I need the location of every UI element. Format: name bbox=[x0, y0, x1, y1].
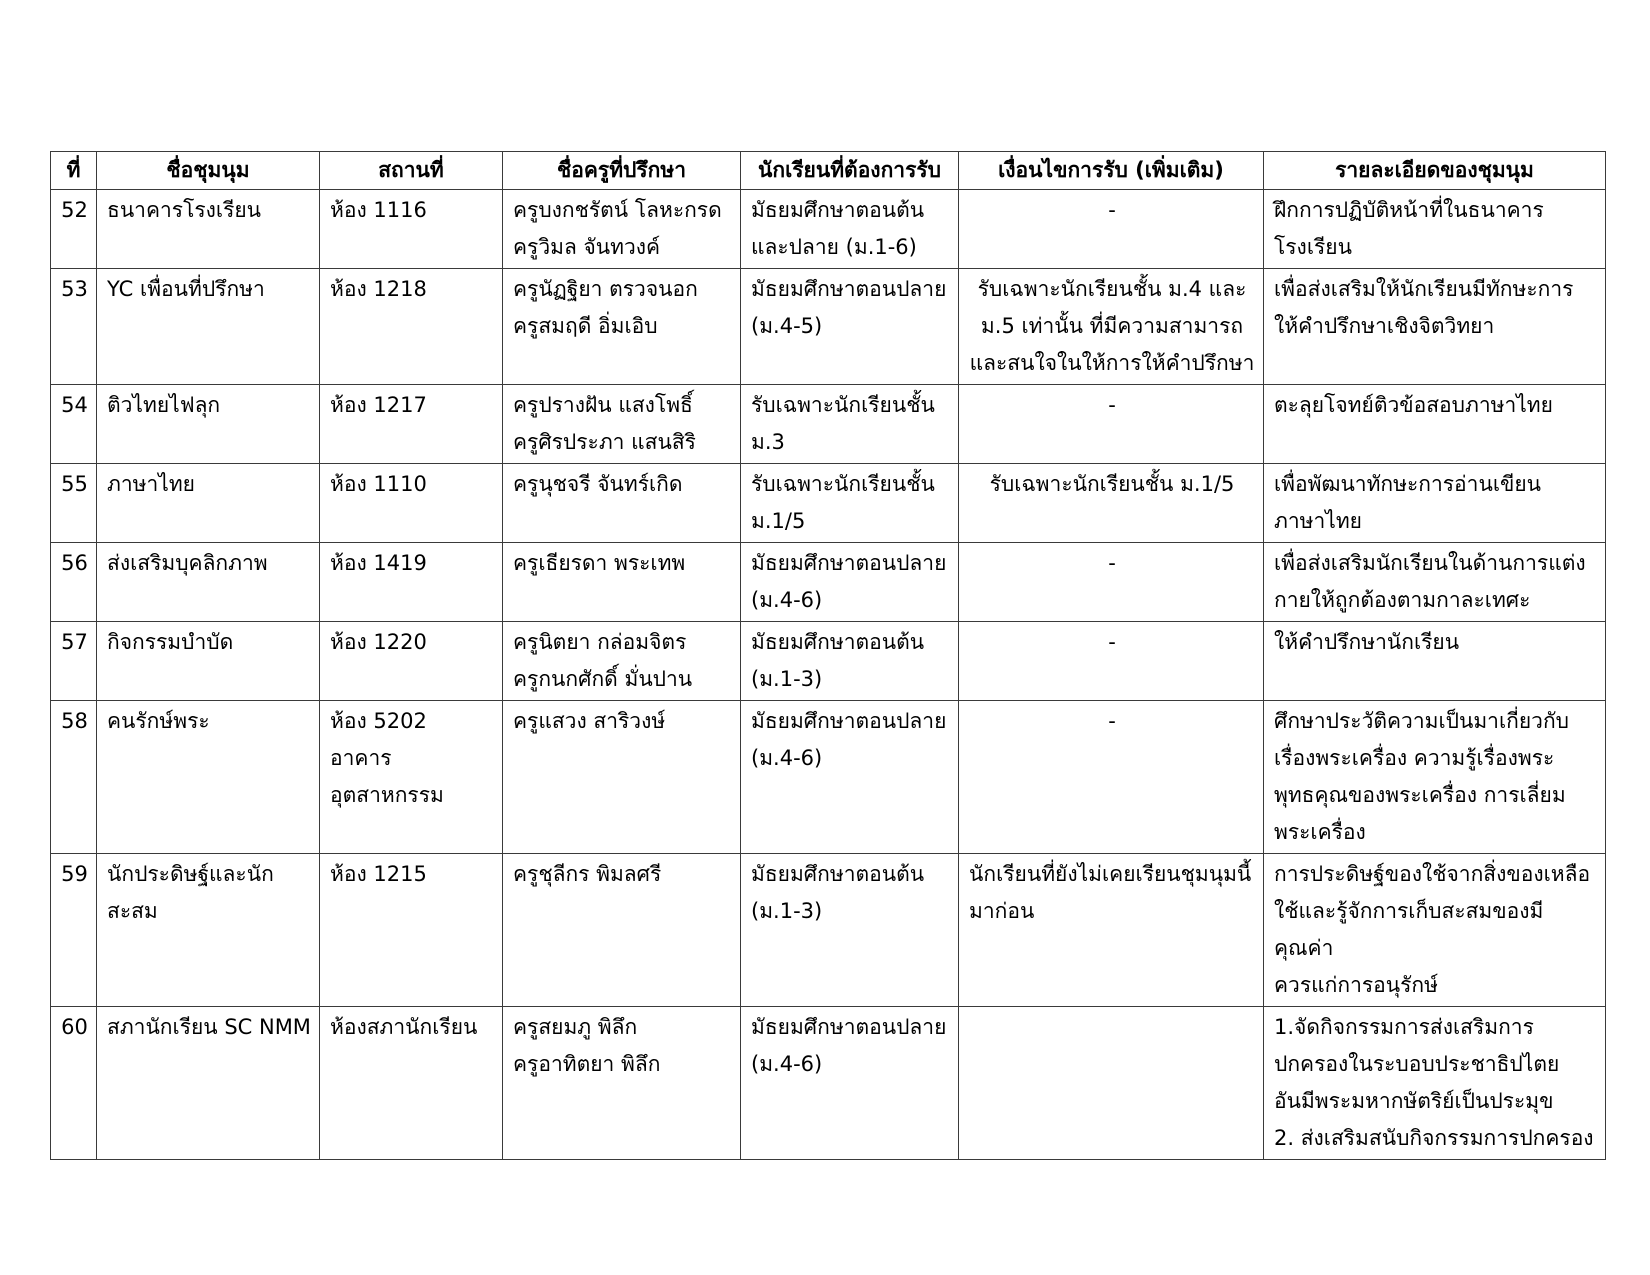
cell-place: ห้อง 1218 bbox=[320, 269, 503, 385]
cell-conditions: - bbox=[959, 701, 1264, 854]
table-row bbox=[51, 385, 1606, 464]
cell-conditions: - bbox=[959, 622, 1264, 701]
cell-no: 59 bbox=[51, 854, 97, 1007]
cell-details: เพื่อส่งเสริมนักเรียนในด้านการแต่ง กายให้ถูกต้องตามกาละเทศะ bbox=[1264, 543, 1606, 622]
cell-club-name: ติวไทยไฟลุก bbox=[97, 385, 320, 464]
cell-place: ห้อง 1220 bbox=[320, 622, 503, 701]
cell-conditions: นักเรียนที่ยังไม่เคยเรียนชุมนุมนี้ มาก่อน bbox=[959, 854, 1264, 1007]
cell-club-name: กิจกรรมบำบัด bbox=[97, 622, 320, 701]
cell-students: มัธยมศึกษาตอนปลาย (ม.4-6) bbox=[741, 701, 959, 854]
cell-conditions: รับเฉพาะนักเรียนชั้น ม.1/5 bbox=[959, 464, 1264, 543]
cell-students: รับเฉพาะนักเรียนชั้น ม.3 bbox=[741, 385, 959, 464]
cell-advisor: ครูสยมภู พิลึก ครูอาทิตยา พิลึก bbox=[503, 1007, 741, 1160]
header-conditions: เงื่อนไขการรับ (เพิ่มเติม) bbox=[959, 152, 1264, 190]
cell-no: 53 bbox=[51, 269, 97, 385]
cell-details: การประดิษฐ์ของใช้จากสิ่งของเหลือ ใช้และรู้จักการเก็บสะสมของมีคุณค่า ควรแก่การอนุรักษ์ bbox=[1264, 854, 1606, 1007]
cell-place: ห้อง 5202 อาคาร อุตสาหกรรม bbox=[320, 701, 503, 854]
cell-advisor: ครูนุชจรี จันทร์เกิด bbox=[503, 464, 741, 543]
cell-club-name: ภาษาไทย bbox=[97, 464, 320, 543]
cell-no: 60 bbox=[51, 1007, 97, 1160]
cell-details: ศึกษาประวัติความเป็นมาเกี่ยวกับ เรื่องพระเครื่อง ความรู้เรื่องพระ พุทธคุณของพระเครื่อง การเลี่ยม พระเครื่อง bbox=[1264, 701, 1606, 854]
table-row bbox=[51, 622, 1606, 701]
header-no: ที่ bbox=[51, 152, 97, 190]
cell-conditions: - bbox=[959, 543, 1264, 622]
cell-students: มัธยมศึกษาตอนปลาย (ม.4-5) bbox=[741, 269, 959, 385]
header-details: รายละเอียดของชุมนุม bbox=[1264, 152, 1606, 190]
cell-no: 56 bbox=[51, 543, 97, 622]
cell-details: ให้คำปรึกษานักเรียน bbox=[1264, 622, 1606, 701]
cell-club-name: ส่งเสริมบุคลิกภาพ bbox=[97, 543, 320, 622]
cell-place: ห้อง 1116 bbox=[320, 190, 503, 269]
cell-place: ห้อง 1419 bbox=[320, 543, 503, 622]
cell-no: 57 bbox=[51, 622, 97, 701]
cell-conditions: รับเฉพาะนักเรียนชั้น ม.4 และ ม.5 เท่านั้น ที่มีความสามารถ และสนใจในให้การให้คำปรึกษา bbox=[959, 269, 1264, 385]
cell-advisor: ครูเธียรดา พระเทพ bbox=[503, 543, 741, 622]
clubs-table bbox=[50, 151, 1606, 1160]
table-row bbox=[51, 269, 1606, 385]
cell-students: มัธยมศึกษาตอนต้น (ม.1-3) bbox=[741, 854, 959, 1007]
cell-details: เพื่อส่งเสริมให้นักเรียนมีทักษะการ ให้คำปรึกษาเชิงจิตวิทยา bbox=[1264, 269, 1606, 385]
cell-students: มัธยมศึกษาตอนต้น และปลาย (ม.1-6) bbox=[741, 190, 959, 269]
table-row bbox=[51, 854, 1606, 1007]
table-row bbox=[51, 464, 1606, 543]
header-advisor: ชื่อครูที่ปรึกษา bbox=[503, 152, 741, 190]
cell-conditions: - bbox=[959, 385, 1264, 464]
cell-club-name: สภานักเรียน SC NMM bbox=[97, 1007, 320, 1160]
cell-advisor: ครูปรางฝัน แสงโพธิ์ ครูศิรประภา แสนสิริ bbox=[503, 385, 741, 464]
cell-details: 1.จัดกิจกรรมการส่งเสริมการ ปกครองในระบอบประชาธิปไตย อันมีพระมหากษัตริย์เป็นประมุข 2. ส่งเสริมสนับกิจกรรมการปกครอง bbox=[1264, 1007, 1606, 1160]
cell-details: เพื่อพัฒนาทักษะการอ่านเขียน ภาษาไทย bbox=[1264, 464, 1606, 543]
cell-place: ห้อง 1110 bbox=[320, 464, 503, 543]
cell-advisor: ครูนิตยา กล่อมจิตร ครูกนกศักดิ์ มั่นปาน bbox=[503, 622, 741, 701]
cell-advisor: ครูชุลีกร พิมลศรี bbox=[503, 854, 741, 1007]
cell-students: มัธยมศึกษาตอนปลาย (ม.4-6) bbox=[741, 1007, 959, 1160]
table-row bbox=[51, 701, 1606, 854]
cell-details: ตะลุยโจทย์ติวข้อสอบภาษาไทย bbox=[1264, 385, 1606, 464]
cell-advisor: ครูนัฏฐิยา ตรวจนอก ครูสมฤดี อิ่มเอิบ bbox=[503, 269, 741, 385]
cell-students: มัธยมศึกษาตอนปลาย (ม.4-6) bbox=[741, 543, 959, 622]
cell-no: 54 bbox=[51, 385, 97, 464]
cell-conditions bbox=[959, 1007, 1264, 1160]
cell-advisor: ครูแสวง สาริวงษ์ bbox=[503, 701, 741, 854]
cell-no: 52 bbox=[51, 190, 97, 269]
cell-students: มัธยมศึกษาตอนต้น (ม.1-3) bbox=[741, 622, 959, 701]
cell-place: ห้อง 1215 bbox=[320, 854, 503, 1007]
cell-place: ห้องสภานักเรียน bbox=[320, 1007, 503, 1160]
cell-club-name: YC เพื่อนที่ปรึกษา bbox=[97, 269, 320, 385]
cell-club-name: คนรักษ์พระ bbox=[97, 701, 320, 854]
cell-students: รับเฉพาะนักเรียนชั้น ม.1/5 bbox=[741, 464, 959, 543]
cell-details: ฝึกการปฏิบัติหน้าที่ในธนาคาร โรงเรียน bbox=[1264, 190, 1606, 269]
cell-no: 55 bbox=[51, 464, 97, 543]
table-row bbox=[51, 1007, 1606, 1160]
table-row bbox=[51, 190, 1606, 269]
table-header bbox=[51, 152, 1606, 190]
header-club-name: ชื่อชุมนุม bbox=[97, 152, 320, 190]
cell-club-name: ธนาคารโรงเรียน bbox=[97, 190, 320, 269]
header-row bbox=[51, 152, 1606, 190]
cell-advisor: ครูบงกชรัตน์ โลหะกรด ครูวิมล จันทวงค์ bbox=[503, 190, 741, 269]
cell-club-name: นักประดิษฐ์และนัก สะสม bbox=[97, 854, 320, 1007]
cell-conditions: - bbox=[959, 190, 1264, 269]
cell-no: 58 bbox=[51, 701, 97, 854]
cell-place: ห้อง 1217 bbox=[320, 385, 503, 464]
table-row bbox=[51, 543, 1606, 622]
header-students: นักเรียนที่ต้องการรับ bbox=[741, 152, 959, 190]
header-place: สถานที่ bbox=[320, 152, 503, 190]
